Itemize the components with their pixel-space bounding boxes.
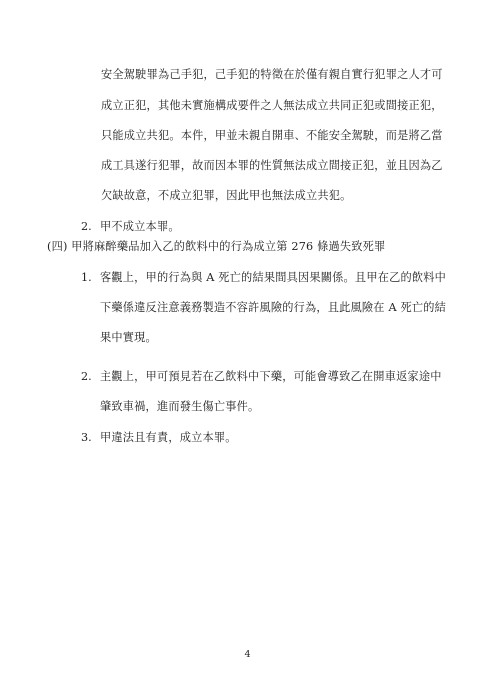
item-text: 客觀上，甲的行為與 A 死亡的結果間具因果關係。且甲在乙的飲料中	[100, 271, 447, 284]
item-text: 肇致車禍，進而發生傷亡事件。	[100, 400, 260, 413]
paragraph-line: 欠缺故意，不成立犯罪，因此甲也無法成立共犯。	[101, 189, 352, 202]
item-number: 2.	[81, 220, 92, 233]
paragraph-line: 安全駕駛罪為己手犯，己手犯的特徵在於僅有親自實行犯罪之人才可	[101, 68, 443, 81]
section-heading: (四) 甲將麻醉藥品加入乙的飲料中的行為成立第 276 條過失致死罪	[47, 240, 386, 253]
item-text: 果中實現。	[100, 331, 157, 344]
item-number: 2.	[81, 370, 92, 383]
paragraph-line: 只能成立共犯。本件，甲並未親自開車、不能安全駕駛，而是將乙當	[101, 129, 443, 142]
item-text: 甲不成立本罪。	[100, 220, 180, 233]
item-number: 1.	[81, 271, 92, 284]
item-number: 3.	[81, 431, 92, 444]
item-text: 甲違法且有責，成立本罪。	[100, 431, 237, 444]
paragraph-line: 成立正犯，其他未實施構成要件之人無法成立共同正犯或間接正犯，	[101, 99, 443, 112]
paragraph-line: 成工具遂行犯罪，故而因本罪的性質無法成立間接正犯，並且因為乙	[101, 159, 443, 172]
item-text: 下藥係違反注意義務製造不容許風險的行為，且此風險在 A 死亡的結	[100, 301, 447, 314]
page-number: 4	[244, 649, 251, 660]
item-text: 主觀上，甲可預見若在乙飲料中下藥，可能會導致乙在開車返家途中	[100, 370, 442, 383]
